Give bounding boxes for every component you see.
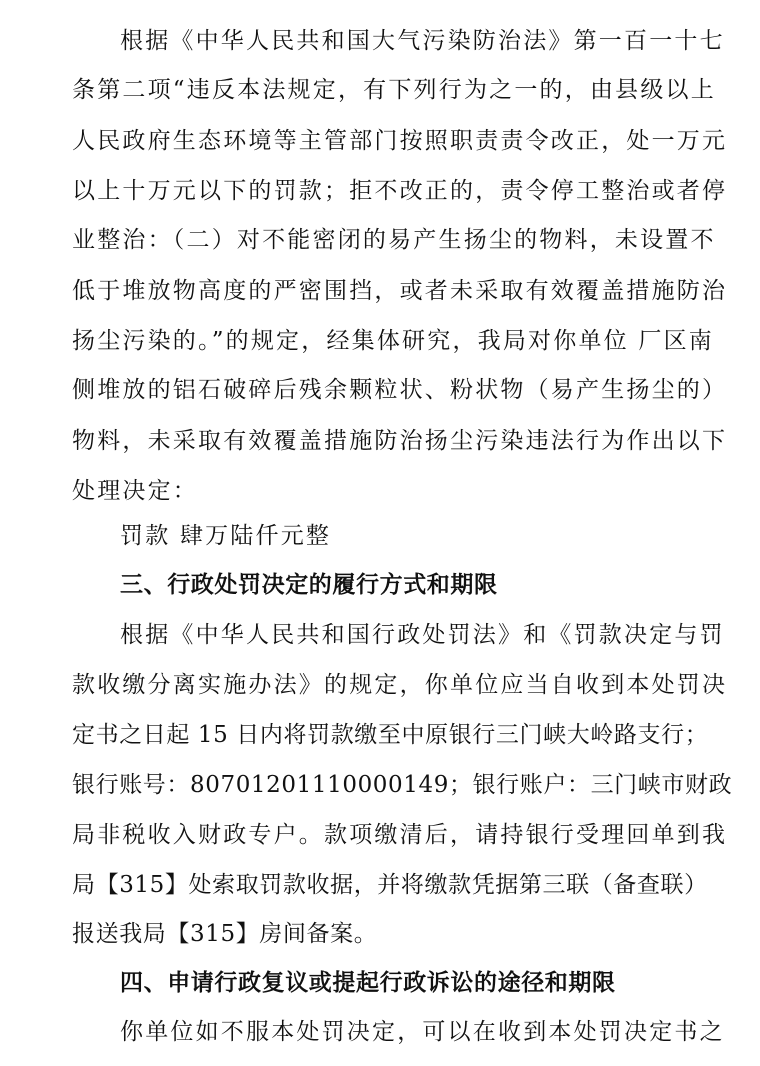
paragraph-line: 人民政府生态环境等主管部门按照职责责令改正，处一万元 <box>72 128 728 154</box>
paragraph-line: 侧堆放的铝石破碎后残余颗粒状、粉状物（易产生扬尘的） <box>72 377 728 403</box>
paragraph-line: 局【315】处索取罚款收据，并将缴款凭据第三联（备查联） <box>72 872 708 898</box>
paragraph-line: 低于堆放物高度的严密围挡，或者未采取有效覆盖措施防治 <box>72 278 728 304</box>
paragraph-line: 以上十万元以下的罚款；拒不改正的，责令停工整治或者停 <box>72 178 728 204</box>
paragraph-line: 业整治：（二）对不能密闭的易产生扬尘的物料，未设置不 <box>72 227 716 253</box>
paragraph-line: 根据《中华人民共和国大气污染防治法》第一百一十七 <box>120 28 725 54</box>
penalty-amount: 罚款 肆万陆仟元整 <box>120 523 332 549</box>
paragraph-line: 处理决定： <box>72 478 198 504</box>
paragraph-line: 条第二项“违反本法规定，有下列行为之一的，由县级以上 <box>72 77 716 103</box>
paragraph-line: 报送我局【315】房间备案。 <box>72 921 378 947</box>
paragraph-line: 款收缴分离实施办法》的规定，你单位应当自收到本处罚决 <box>72 672 728 698</box>
paragraph-line: 根据《中华人民共和国行政处罚法》和《罚款决定与罚 <box>120 622 725 648</box>
paragraph-line: 银行账号：80701201110000149；银行账户：三门峡市财政 <box>72 772 733 798</box>
paragraph-line: 定书之日起 15 日内将罚款缴至中原银行三门峡大岭路支行； <box>72 722 709 748</box>
paragraph-line: 扬尘污染的。”的规定，经集体研究，我局对你单位 厂区南 <box>72 328 714 354</box>
paragraph-line: 你单位如不服本处罚决定，可以在收到本处罚决定书之 <box>120 1019 725 1045</box>
section-heading: 四、申请行政复议或提起行政诉讼的途径和期限 <box>120 970 616 996</box>
paragraph-line: 物料，未采取有效覆盖措施防治扬尘污染违法行为作出以下 <box>72 428 728 454</box>
section-heading: 三、行政处罚决定的履行方式和期限 <box>120 572 498 598</box>
paragraph-line: 局非税收入财政专户。款项缴清后，请持银行受理回单到我 <box>72 822 728 848</box>
